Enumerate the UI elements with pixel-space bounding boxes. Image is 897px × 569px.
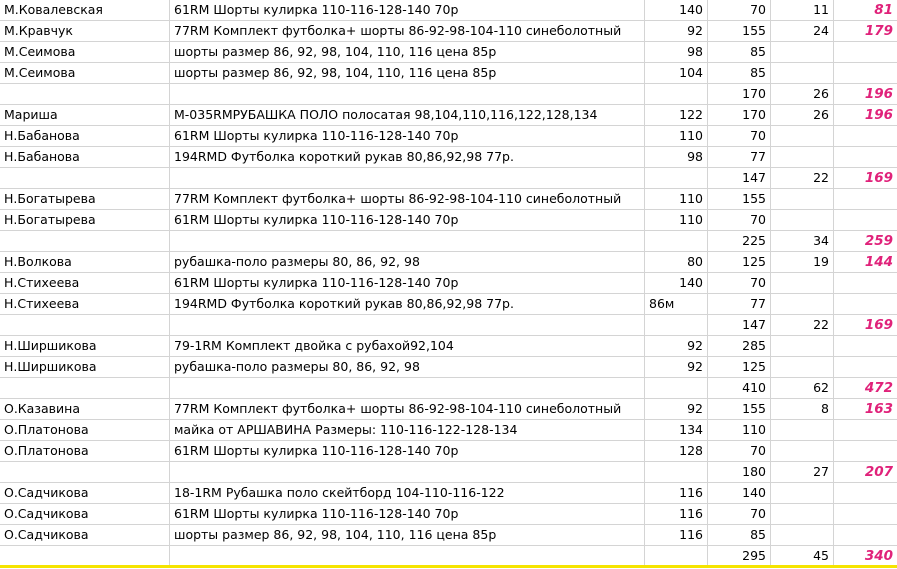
cell-item-description[interactable]: 77RM Комплект футболка+ шорты 86-92-98-104-110 синеболотный	[170, 189, 645, 209]
cell-total[interactable]: 340	[864, 548, 893, 564]
table-row	[0, 63, 897, 84]
cell-price[interactable]: 225	[708, 231, 771, 251]
cell-fee[interactable]	[771, 336, 834, 356]
cell-total[interactable]	[834, 147, 897, 167]
table-row	[0, 210, 897, 231]
cell-item-description[interactable]: рубашка-поло размеры 80, 86, 92, 98	[170, 357, 645, 377]
cell-customer-name[interactable]: Н.Бабанова	[0, 147, 170, 167]
cell-customer-name[interactable]: О.Платонова	[0, 441, 170, 461]
cell-customer-name[interactable]: Н.Ширшикова	[0, 357, 170, 377]
cell-item-description[interactable]: 79-1RM Комплект двойка с рубахой92,104	[170, 336, 645, 356]
cell-fee[interactable]	[771, 189, 834, 209]
cell-total[interactable]	[834, 294, 897, 314]
table-row	[0, 441, 897, 462]
cell-item-description[interactable]: 194RMD Футболка короткий рукав 80,86,92,98 77р.	[170, 294, 645, 314]
cell-total[interactable]	[834, 483, 897, 503]
cell-customer-name[interactable]	[0, 168, 170, 188]
table-row	[0, 357, 897, 378]
table-row	[0, 252, 897, 273]
table-row	[0, 462, 897, 483]
cell-fee[interactable]	[771, 420, 834, 440]
cell-item-description[interactable]: М-035RMРУБАШКА ПОЛО полосатая 98,104,110,116,122,128,134	[170, 105, 645, 125]
cell-item-description[interactable]: 18-1RM Рубашка поло скейтборд 104-110-116-122	[170, 483, 645, 503]
cell-fee[interactable]	[771, 483, 834, 503]
cell-customer-name[interactable]: О.Садчикова	[0, 504, 170, 524]
cell-total[interactable]	[834, 63, 897, 83]
cell-price[interactable]: 170	[708, 84, 771, 104]
cell-total[interactable]	[834, 336, 897, 356]
table-row	[0, 273, 897, 294]
table-row	[0, 336, 897, 357]
cell-total[interactable]	[834, 525, 897, 545]
cell-total[interactable]: 163	[864, 401, 893, 417]
cell-item-description[interactable]: 77RM Комплект футболка+ шорты 86-92-98-104-110 синеболотный	[170, 21, 645, 41]
cell-customer-name[interactable]: Н.Ширшикова	[0, 336, 170, 356]
cell-size[interactable]: 104	[645, 63, 708, 83]
cell-item-description[interactable]: шорты размер 86, 92, 98, 104, 110, 116 цена 85р	[170, 42, 645, 62]
cell-size[interactable]: 92	[645, 399, 708, 419]
cell-size[interactable]: 98	[645, 42, 708, 62]
cell-total[interactable]	[834, 42, 897, 62]
cell-price[interactable]: 70	[708, 0, 771, 20]
cell-price[interactable]: 155	[708, 21, 771, 41]
cell-total[interactable]: 259	[864, 233, 893, 249]
table-row	[0, 315, 897, 336]
cell-fee[interactable]	[771, 525, 834, 545]
cell-fee[interactable]: 45	[771, 546, 834, 566]
cell-total[interactable]: 472	[864, 380, 893, 396]
cell-fee[interactable]: 8	[771, 399, 834, 419]
cell-fee[interactable]	[771, 294, 834, 314]
cell-item-description[interactable]	[170, 378, 645, 398]
cell-fee[interactable]	[771, 441, 834, 461]
cell-total[interactable]	[834, 357, 897, 377]
cell-customer-name[interactable]: Н.Волкова	[0, 252, 170, 272]
cell-item-description[interactable]	[170, 315, 645, 335]
cell-price[interactable]: 155	[708, 399, 771, 419]
cell-price[interactable]: 77	[708, 294, 771, 314]
cell-size[interactable]: 92	[645, 336, 708, 356]
cell-fee[interactable]: 34	[771, 231, 834, 251]
cell-total[interactable]	[834, 126, 897, 146]
table-row	[0, 147, 897, 168]
cell-customer-name[interactable]	[0, 315, 170, 335]
cell-total[interactable]: 169	[864, 317, 893, 333]
cell-item-description[interactable]	[170, 231, 645, 251]
cell-total[interactable]: 81	[874, 2, 893, 18]
cell-price[interactable]: 85	[708, 63, 771, 83]
cell-price[interactable]: 295	[708, 546, 771, 566]
cell-price[interactable]: 70	[708, 210, 771, 230]
cell-total[interactable]	[834, 420, 897, 440]
table-row	[0, 126, 897, 147]
cell-size[interactable]	[645, 84, 708, 104]
table-row	[0, 189, 897, 210]
cell-price[interactable]: 77	[708, 147, 771, 167]
cell-total[interactable]	[834, 504, 897, 524]
cell-customer-name[interactable]: Н.Бабанова	[0, 126, 170, 146]
cell-size[interactable]: 140	[645, 273, 708, 293]
cell-size[interactable]: 110	[645, 126, 708, 146]
cell-total[interactable]: 179	[864, 23, 893, 39]
cell-total[interactable]	[834, 189, 897, 209]
cell-size[interactable]: 80	[645, 252, 708, 272]
table-row	[0, 546, 897, 567]
cell-item-description[interactable]: 77RM Комплект футболка+ шорты 86-92-98-104-110 синеболотный	[170, 399, 645, 419]
cell-fee[interactable]: 62	[771, 378, 834, 398]
cell-price[interactable]: 155	[708, 189, 771, 209]
cell-price[interactable]: 140	[708, 483, 771, 503]
cell-customer-name[interactable]: М.Кравчук	[0, 21, 170, 41]
cell-size[interactable]	[645, 378, 708, 398]
cell-item-description[interactable]	[170, 462, 645, 482]
cell-fee[interactable]	[771, 210, 834, 230]
cell-price[interactable]: 125	[708, 357, 771, 377]
cell-fee[interactable]	[771, 147, 834, 167]
table-row	[0, 21, 897, 42]
cell-size[interactable]: 116	[645, 483, 708, 503]
cell-item-description[interactable]: шорты размер 86, 92, 98, 104, 110, 116 цена 85р	[170, 525, 645, 545]
cell-item-description[interactable]: 61RM Шорты кулирка 110-116-128-140 70р	[170, 0, 645, 20]
cell-size[interactable]: 140	[645, 0, 708, 20]
cell-total[interactable]: 196	[864, 107, 893, 123]
cell-price[interactable]: 125	[708, 252, 771, 272]
table-row	[0, 0, 897, 21]
cell-fee[interactable]	[771, 42, 834, 62]
cell-customer-name[interactable]	[0, 546, 170, 566]
cell-price[interactable]: 110	[708, 420, 771, 440]
cell-price[interactable]: 147	[708, 315, 771, 335]
cell-price[interactable]: 170	[708, 105, 771, 125]
cell-customer-name[interactable]: О.Казавина	[0, 399, 170, 419]
cell-size[interactable]	[645, 315, 708, 335]
table-row	[0, 525, 897, 546]
cell-fee[interactable]: 19	[771, 252, 834, 272]
table-row	[0, 483, 897, 504]
selection-border	[0, 565, 897, 568]
cell-fee[interactable]	[771, 504, 834, 524]
cell-size[interactable]: 110	[645, 189, 708, 209]
cell-fee[interactable]	[771, 273, 834, 293]
cell-price[interactable]: 70	[708, 126, 771, 146]
cell-item-description[interactable]	[170, 84, 645, 104]
cell-size[interactable]	[645, 231, 708, 251]
cell-size[interactable]: 110	[645, 210, 708, 230]
cell-total[interactable]	[834, 210, 897, 230]
cell-fee[interactable]	[771, 126, 834, 146]
cell-item-description[interactable]: 194RMD Футболка короткий рукав 80,86,92,98 77р.	[170, 147, 645, 167]
cell-price[interactable]: 180	[708, 462, 771, 482]
cell-fee[interactable]: 27	[771, 462, 834, 482]
cell-price[interactable]: 85	[708, 525, 771, 545]
cell-size[interactable]	[645, 546, 708, 566]
cell-size[interactable]: 92	[645, 357, 708, 377]
cell-customer-name[interactable]: Мариша	[0, 105, 170, 125]
cell-price[interactable]: 147	[708, 168, 771, 188]
cell-size[interactable]: 122	[645, 105, 708, 125]
cell-fee[interactable]: 26	[771, 105, 834, 125]
table-row	[0, 294, 897, 315]
table-row	[0, 504, 897, 525]
table-row	[0, 399, 897, 420]
cell-customer-name[interactable]	[0, 378, 170, 398]
cell-customer-name[interactable]	[0, 462, 170, 482]
cell-customer-name[interactable]: О.Садчикова	[0, 483, 170, 503]
cell-item-description[interactable]	[170, 546, 645, 566]
cell-item-description[interactable]: 61RM Шорты кулирка 110-116-128-140 70р	[170, 210, 645, 230]
cell-item-description[interactable]: рубашка-поло размеры 80, 86, 92, 98	[170, 252, 645, 272]
cell-item-description[interactable]: 61RM Шорты кулирка 110-116-128-140 70р	[170, 441, 645, 461]
cell-fee[interactable]	[771, 63, 834, 83]
cell-item-description[interactable]	[170, 168, 645, 188]
cell-customer-name[interactable]	[0, 84, 170, 104]
cell-item-description[interactable]: майка от АРШАВИНА Размеры: 110-116-122-128-134	[170, 420, 645, 440]
table-row	[0, 420, 897, 441]
cell-price[interactable]: 70	[708, 273, 771, 293]
cell-price[interactable]: 70	[708, 441, 771, 461]
cell-size[interactable]	[645, 168, 708, 188]
cell-price[interactable]: 285	[708, 336, 771, 356]
cell-price[interactable]: 70	[708, 504, 771, 524]
cell-size[interactable]: 98	[645, 147, 708, 167]
cell-total[interactable]: 144	[864, 254, 893, 270]
cell-item-description[interactable]: шорты размер 86, 92, 98, 104, 110, 116 цена 85р	[170, 63, 645, 83]
cell-customer-name[interactable]: О.Садчикова	[0, 525, 170, 545]
cell-customer-name[interactable]: Н.Стихеева	[0, 294, 170, 314]
cell-item-description[interactable]: 61RM Шорты кулирка 110-116-128-140 70р	[170, 273, 645, 293]
cell-item-description[interactable]: 61RM Шорты кулирка 110-116-128-140 70р	[170, 126, 645, 146]
cell-customer-name[interactable]: Н.Богатырева	[0, 210, 170, 230]
cell-fee[interactable]: 22	[771, 315, 834, 335]
cell-fee[interactable]: 11	[771, 0, 834, 20]
cell-customer-name[interactable]: Н.Стихеева	[0, 273, 170, 293]
cell-size[interactable]	[645, 462, 708, 482]
table-row	[0, 168, 897, 189]
cell-size[interactable]: 116	[645, 525, 708, 545]
cell-total[interactable]: 207	[864, 464, 893, 480]
cell-customer-name[interactable]: М.Сеимова	[0, 42, 170, 62]
cell-fee[interactable]: 26	[771, 84, 834, 104]
cell-total[interactable]: 196	[864, 86, 893, 102]
cell-customer-name[interactable]: М.Ковалевская	[0, 0, 170, 20]
table-row	[0, 378, 897, 399]
cell-total[interactable]	[834, 273, 897, 293]
cell-customer-name[interactable]: Н.Богатырева	[0, 189, 170, 209]
cell-size[interactable]: 92	[645, 21, 708, 41]
cell-size[interactable]: 86м	[645, 294, 708, 314]
cell-fee[interactable]: 22	[771, 168, 834, 188]
cell-size[interactable]: 134	[645, 420, 708, 440]
cell-size[interactable]: 116	[645, 504, 708, 524]
cell-item-description[interactable]: 61RM Шорты кулирка 110-116-128-140 70р	[170, 504, 645, 524]
table-row	[0, 105, 897, 126]
table-row	[0, 84, 897, 105]
cell-price[interactable]: 85	[708, 42, 771, 62]
cell-customer-name[interactable]	[0, 231, 170, 251]
cell-size[interactable]: 128	[645, 441, 708, 461]
cell-total[interactable]	[834, 441, 897, 461]
cell-customer-name[interactable]: О.Платонова	[0, 420, 170, 440]
table-row	[0, 231, 897, 252]
cell-fee[interactable]: 24	[771, 21, 834, 41]
table-row	[0, 42, 897, 63]
cell-total[interactable]: 169	[864, 170, 893, 186]
cell-fee[interactable]	[771, 357, 834, 377]
cell-customer-name[interactable]: М.Сеимова	[0, 63, 170, 83]
cell-price[interactable]: 410	[708, 378, 771, 398]
